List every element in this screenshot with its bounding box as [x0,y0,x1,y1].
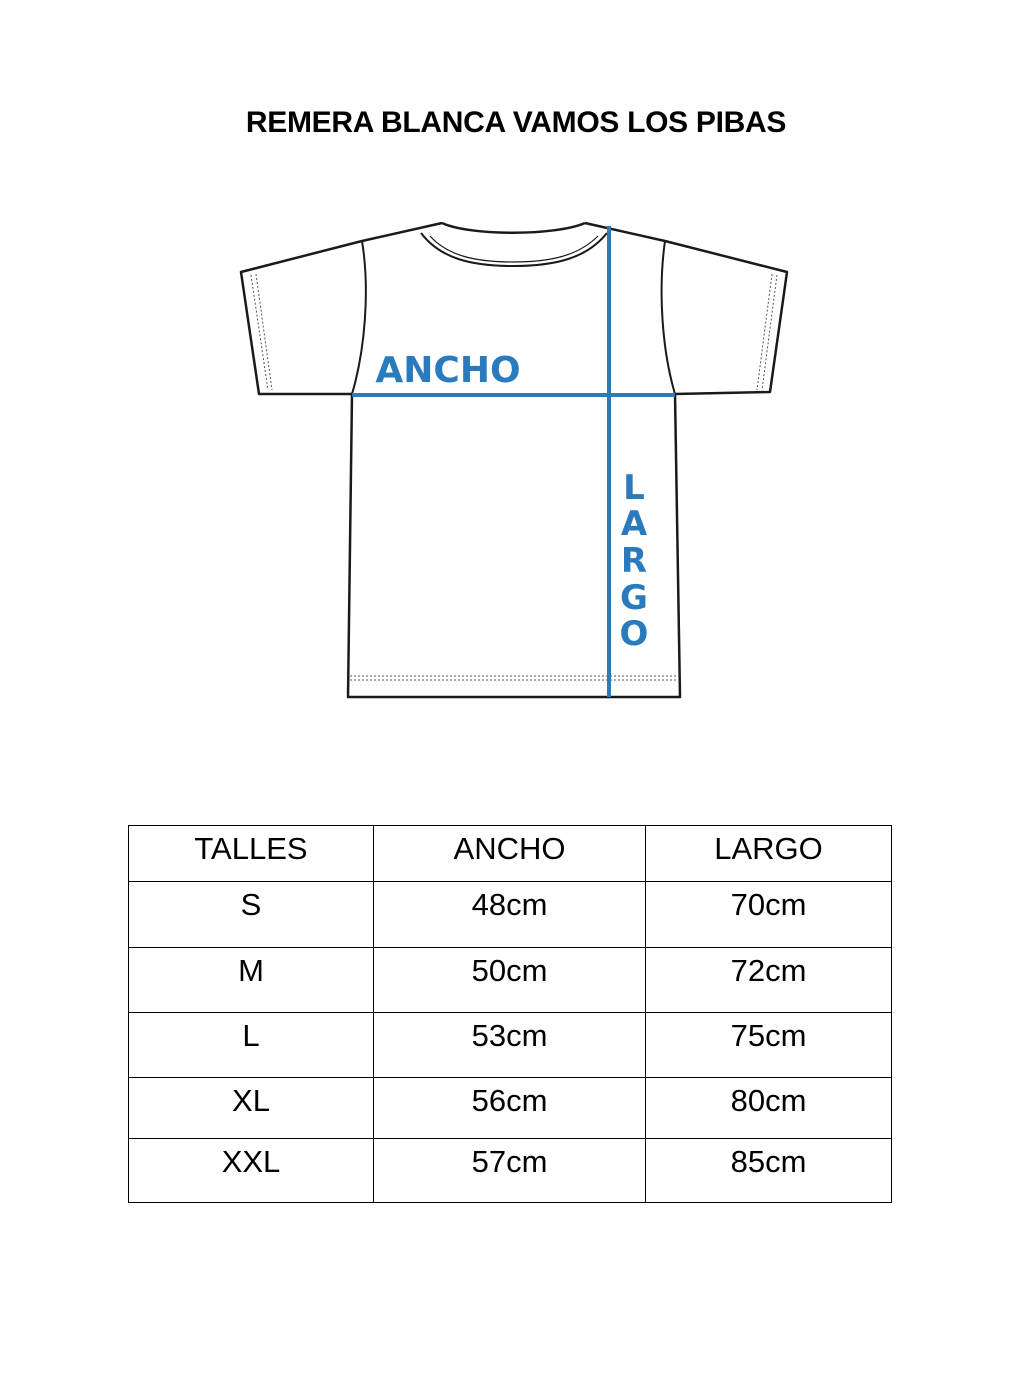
length-cell: 72cm [646,948,892,1013]
table-row [129,1013,892,1078]
size-cell: S [129,882,374,948]
left-sleeve-hem-stitch [251,275,268,390]
length-letter-5: O [619,614,649,654]
left-sleeve-seam [352,241,366,394]
width-cell: 48cm [374,882,646,948]
size-cell: M [129,948,374,1013]
length-label [620,468,649,654]
length-cell: 75cm [646,1013,892,1078]
table-header-row [129,826,892,882]
page-title: REMERA BLANCA VAMOS LOS PIBAS [245,106,787,139]
length-letter-2: A [620,504,648,544]
tshirt-neckline [442,223,585,233]
length-cell: 70cm [646,882,892,948]
header-sizes: TALLES [129,826,374,882]
size-chart-table [128,825,892,1203]
size-cell: L [129,1013,374,1078]
width-cell: 56cm [374,1078,646,1139]
size-cell: XXL [129,1139,374,1203]
width-cell: 57cm [374,1139,646,1203]
tshirt-body-outline [241,223,787,697]
length-cell: 80cm [646,1078,892,1139]
length-letter-4: G [620,578,648,618]
length-cell: 85cm [646,1139,892,1203]
length-letter-1: L [623,468,645,508]
tshirt-measurement-diagram [230,210,800,710]
header-length: LARGO [646,826,892,882]
left-sleeve-hem-stitch-2 [256,274,272,390]
table-row [129,1139,892,1203]
tshirt-stitching [251,274,777,680]
width-label: ANCHO [375,350,521,391]
width-cell: 50cm [374,948,646,1013]
table-row [129,1078,892,1139]
size-cell: XL [129,1078,374,1139]
table-row [129,948,892,1013]
right-sleeve-seam [662,241,675,394]
length-letter-3: R [620,541,648,581]
header-width: ANCHO [374,826,646,882]
width-cell: 53cm [374,1013,646,1078]
table-row [129,882,892,948]
tshirt-outline [241,223,787,697]
right-sleeve-hem-stitch [762,275,777,390]
